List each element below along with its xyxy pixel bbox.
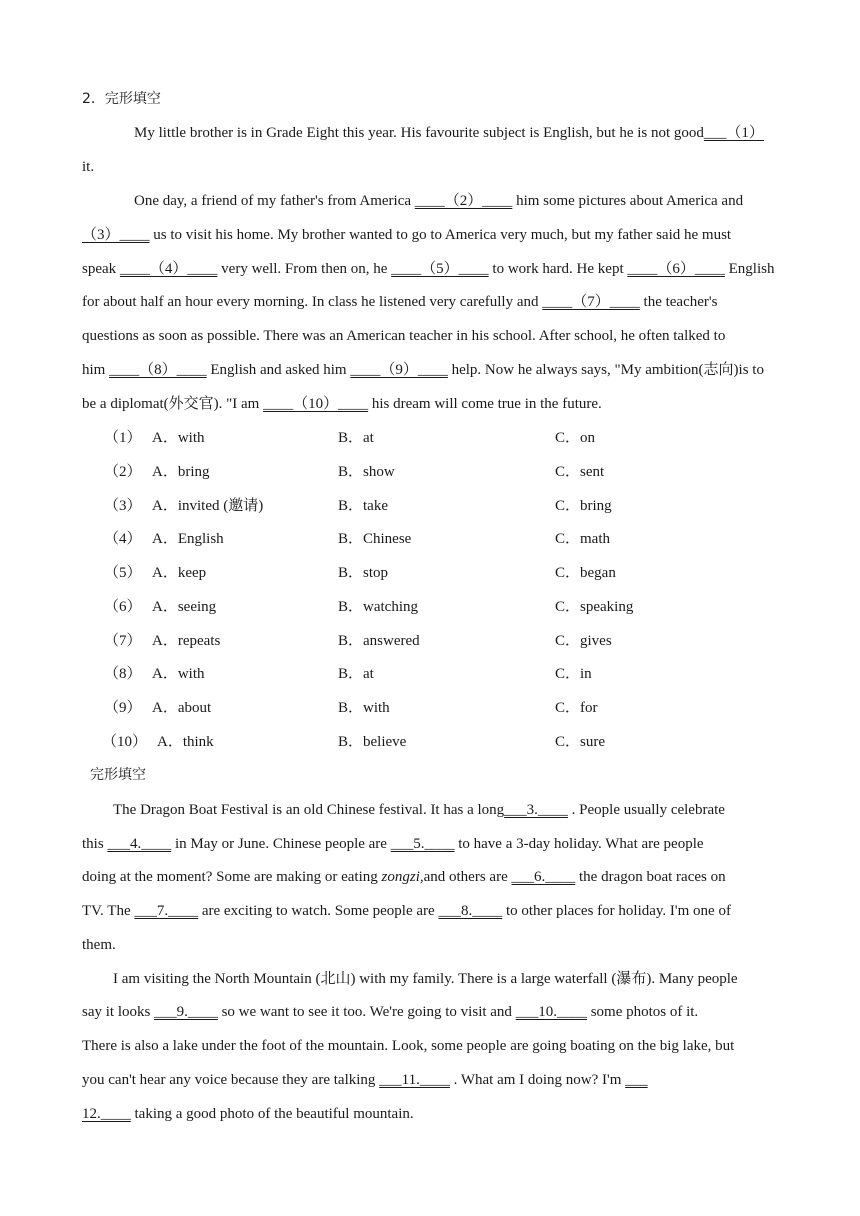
passage-line bbox=[82, 292, 782, 312]
option-b: B．show bbox=[338, 464, 395, 480]
answer-blank: ____（6）____ bbox=[627, 261, 725, 277]
option-b: B．take bbox=[338, 498, 388, 514]
option-row bbox=[104, 462, 804, 482]
option-b: B．stop bbox=[338, 565, 389, 581]
option-c: C．sure bbox=[555, 734, 605, 750]
option-row bbox=[104, 529, 804, 549]
option-row bbox=[104, 631, 804, 651]
passage-text: and others are bbox=[423, 869, 512, 885]
option-a: A．English bbox=[152, 531, 224, 547]
option-b: B．with bbox=[338, 700, 390, 716]
passage-text: questions as soon as possible. There was an American teacher in his school. After school, he often talked to bbox=[82, 328, 726, 344]
passage-line bbox=[82, 867, 782, 887]
option-a: A．think bbox=[157, 734, 214, 750]
passage-text: doing at the moment? Some are making or eating bbox=[82, 869, 382, 885]
passage-line bbox=[82, 1002, 782, 1022]
passage-line bbox=[82, 360, 782, 380]
passage-line bbox=[82, 157, 782, 177]
passage-line bbox=[82, 259, 782, 279]
passage-text: speak bbox=[82, 261, 120, 277]
passage-line bbox=[82, 935, 782, 955]
answer-blank: ____（5）____ bbox=[391, 261, 489, 277]
answer-blank: ____（4）____ bbox=[119, 261, 218, 277]
answer-blank: ___ bbox=[625, 1072, 648, 1088]
answer-blank: ____（7）____ bbox=[542, 294, 640, 310]
passage-line bbox=[82, 1036, 782, 1056]
option-number: （1） bbox=[104, 430, 142, 446]
answer-blank: ____（10）____ bbox=[263, 396, 369, 412]
option-b: B．at bbox=[338, 430, 374, 446]
option-c: C．began bbox=[555, 565, 616, 581]
answer-blank: ___11.____ bbox=[379, 1072, 450, 1088]
option-row bbox=[104, 664, 804, 684]
option-number: （10） bbox=[102, 734, 148, 750]
option-b: B．believe bbox=[338, 734, 407, 750]
option-c: C．on bbox=[555, 430, 596, 446]
answer-blank: ___4.____ bbox=[107, 836, 172, 852]
passage-text: My little brother is in Grade Eight this year. His favourite subject is English, but he is not good bbox=[134, 125, 704, 141]
option-b: B．Chinese bbox=[338, 531, 412, 547]
passage-text: English and asked him bbox=[206, 362, 351, 378]
passage-line bbox=[134, 191, 834, 211]
answer-blank: ___5.____ bbox=[390, 836, 455, 852]
option-c: C．sent bbox=[555, 464, 605, 480]
option-b: B．at bbox=[338, 666, 374, 682]
option-a: A．repeats bbox=[152, 633, 221, 649]
passage-text: this bbox=[82, 836, 108, 852]
answer-blank: ____（9）____ bbox=[350, 362, 448, 378]
passage-line bbox=[134, 123, 834, 143]
option-c: C．gives bbox=[555, 633, 612, 649]
option-a: A．keep bbox=[152, 565, 207, 581]
option-a: A．bring bbox=[152, 464, 210, 480]
passage-text: you can't hear any voice because they are talking bbox=[82, 1072, 380, 1088]
passage-text: the dragon boat races on bbox=[575, 869, 726, 885]
answer-blank: （3）____ bbox=[82, 227, 150, 243]
passage-text: TV. The bbox=[82, 903, 135, 919]
passage-text: English bbox=[724, 261, 775, 277]
passage-text: them. bbox=[82, 937, 116, 953]
passage-text: in May or June. Chinese people are bbox=[171, 836, 391, 852]
option-number: （7） bbox=[104, 633, 142, 649]
passage-text: I am visiting the North Mountain (北山) with my family. There is a large waterfall (瀑布). Many people bbox=[113, 971, 738, 987]
option-number: （6） bbox=[104, 599, 142, 615]
option-c: C．speaking bbox=[555, 599, 634, 615]
answer-blank: 12.____ bbox=[82, 1106, 131, 1122]
passage-text: some photos of it. bbox=[586, 1004, 699, 1020]
passage-text: to have a 3-day holiday. What are people bbox=[454, 836, 704, 852]
passage-text: his dream will come true in the future. bbox=[368, 396, 602, 412]
italic-term: zongzi, bbox=[381, 869, 424, 885]
passage-text: be a diplomat(外交官). "I am bbox=[82, 396, 264, 412]
option-b: B．answered bbox=[338, 633, 420, 649]
passage-text: are exciting to watch. Some people are bbox=[198, 903, 439, 919]
passage-text: taking a good photo of the beautiful mountain. bbox=[130, 1106, 414, 1122]
passage-line bbox=[113, 969, 813, 989]
passage-text: . People usually celebrate bbox=[567, 802, 725, 818]
passage-line bbox=[82, 834, 782, 854]
answer-blank: ___10.____ bbox=[515, 1004, 587, 1020]
option-a: A．invited (邀请) bbox=[152, 498, 264, 514]
passage-text: him bbox=[82, 362, 110, 378]
section-1-heading: 2．完形填空 bbox=[82, 91, 161, 107]
answer-blank: ___（1） bbox=[703, 125, 764, 141]
option-c: C．for bbox=[555, 700, 598, 716]
option-number: （2） bbox=[104, 464, 142, 480]
answer-blank: ____（8）____ bbox=[109, 362, 207, 378]
section-2-heading: 完形填空 bbox=[90, 767, 146, 783]
option-row bbox=[104, 597, 804, 617]
passage-text: so we want to see it too. We're going to visit and bbox=[217, 1004, 516, 1020]
passage-text: The Dragon Boat Festival is an old Chinese festival. It has a long bbox=[113, 802, 505, 818]
passage-text: . What am I doing now? I'm bbox=[449, 1072, 626, 1088]
passage-text: help. Now he always says, "My ambition(志向)is to bbox=[447, 362, 764, 378]
answer-blank: ___9.____ bbox=[154, 1004, 218, 1020]
answer-blank: ___6.____ bbox=[511, 869, 576, 885]
option-a: A．with bbox=[152, 666, 205, 682]
option-number: （9） bbox=[104, 700, 142, 716]
option-a: A．seeing bbox=[152, 599, 217, 615]
option-row bbox=[104, 428, 804, 448]
passage-line bbox=[82, 901, 782, 921]
option-row bbox=[104, 698, 804, 718]
passage-line bbox=[82, 225, 782, 245]
passage-line bbox=[82, 1104, 782, 1124]
passage-line bbox=[113, 800, 813, 820]
passage-line bbox=[82, 394, 782, 414]
option-row bbox=[104, 496, 804, 516]
option-number: （4） bbox=[104, 531, 142, 547]
passage-text: to other places for holiday. I'm one of bbox=[502, 903, 731, 919]
passage-text: him some pictures about America and bbox=[512, 193, 744, 209]
passage-text: One day, a friend of my father's from America bbox=[134, 193, 415, 209]
option-number: （3） bbox=[104, 498, 142, 514]
passage-line bbox=[82, 326, 782, 346]
passage-text: There is also a lake under the foot of the mountain. Look, some people are going boating on the big lake, but bbox=[82, 1038, 735, 1054]
option-number: （8） bbox=[104, 666, 142, 682]
passage-text: the teacher's bbox=[639, 294, 718, 310]
option-c: C．math bbox=[555, 531, 610, 547]
option-a: A．with bbox=[152, 430, 205, 446]
option-row bbox=[104, 732, 804, 752]
answer-blank: ___7.____ bbox=[134, 903, 199, 919]
passage-text: to work hard. He kept bbox=[488, 261, 628, 277]
option-row bbox=[104, 563, 804, 583]
option-b: B．watching bbox=[338, 599, 418, 615]
passage-line bbox=[82, 1070, 782, 1090]
option-a: A．about bbox=[152, 700, 212, 716]
answer-blank: ___8.____ bbox=[438, 903, 503, 919]
passage-text: us to visit his home. My brother wanted to go to America very much, but my father said he must bbox=[149, 227, 732, 243]
option-c: C．in bbox=[555, 666, 592, 682]
answer-blank: ____（2）____ bbox=[414, 193, 513, 209]
option-c: C．bring bbox=[555, 498, 612, 514]
option-number: （5） bbox=[104, 565, 142, 581]
passage-text: very well. From then on, he bbox=[217, 261, 392, 277]
passage-text: it. bbox=[82, 159, 95, 175]
passage-text: for about half an hour every morning. In class he listened very carefully and bbox=[82, 294, 543, 310]
answer-blank: ___3.____ bbox=[504, 802, 568, 818]
passage-text: say it looks bbox=[82, 1004, 155, 1020]
